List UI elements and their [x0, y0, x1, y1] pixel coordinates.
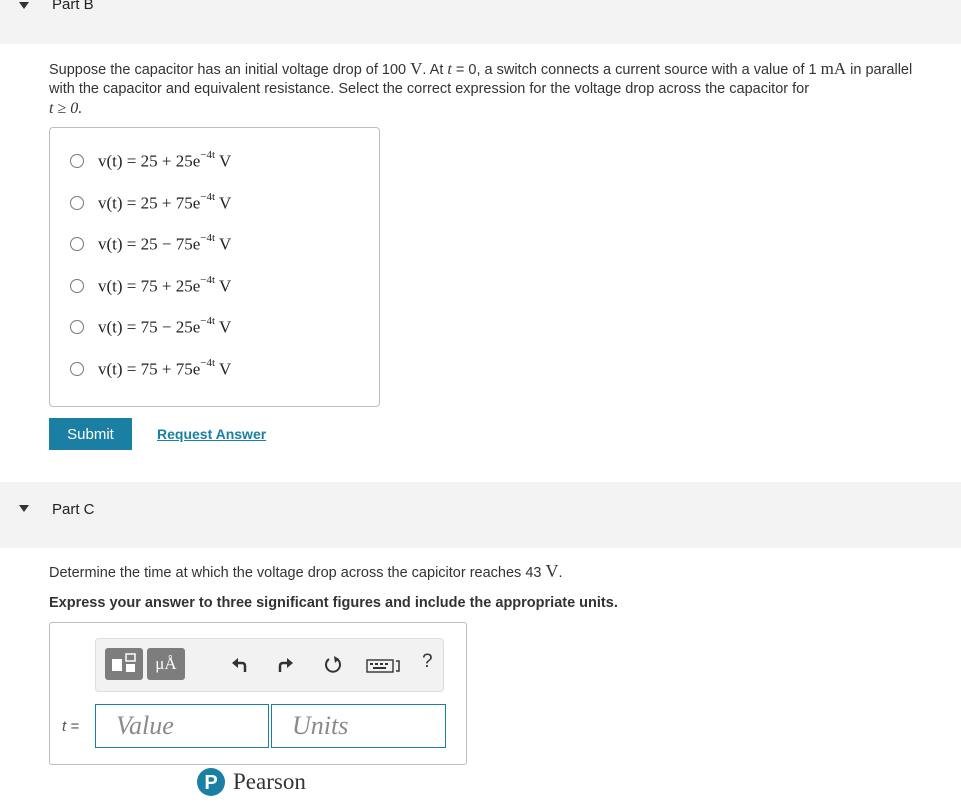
undo-icon[interactable] [231, 657, 249, 673]
part-b-question [49, 59, 939, 119]
question-text: Determine the time at which the voltage drop across the capicitor reaches 43 [49, 565, 546, 581]
question-text: = 0, a switch connects a current source with a value of 1 [451, 62, 821, 78]
collapse-triangle-icon[interactable] [19, 505, 29, 512]
choice-exponent: −4t [200, 356, 216, 369]
keyboard-icon[interactable] [366, 659, 402, 673]
request-answer-link[interactable]: Request Answer [157, 426, 267, 442]
radio-button[interactable] [70, 362, 84, 376]
choice-exponent: −4t [200, 231, 216, 244]
collapse-triangle-icon[interactable] [19, 2, 29, 9]
radio-button[interactable] [70, 154, 84, 168]
answer-box [49, 622, 467, 765]
radio-button[interactable] [70, 196, 84, 210]
choice-exponent: −4t [200, 314, 216, 327]
choice-exponent: −4t [200, 190, 216, 203]
unit-volts: V [545, 561, 559, 581]
radio-button[interactable] [70, 320, 84, 334]
choice-1[interactable] [70, 149, 231, 173]
part-c-header[interactable] [0, 482, 961, 548]
choice-exponent: −4t [200, 273, 216, 286]
choice-2[interactable] [70, 191, 231, 215]
choice-unit: V [215, 317, 232, 337]
choice-exponent: −4t [200, 148, 216, 161]
value-input[interactable] [95, 704, 269, 748]
templates-button[interactable] [105, 648, 143, 680]
pearson-logo [196, 767, 306, 797]
answer-variable-label: t = [62, 718, 80, 735]
math-toolbar [95, 638, 444, 692]
choice-expression: v(t) = 75 + 25e [98, 276, 201, 296]
pearson-brand-text: Pearson [233, 769, 306, 794]
choice-expression: v(t) = 25 + 75e [98, 193, 201, 213]
units-input[interactable] [271, 704, 446, 748]
choice-expression: v(t) = 25 − 75e [98, 234, 201, 254]
templates-icon [105, 648, 143, 680]
unit-milliamps: mA [820, 59, 847, 78]
part-c-instruction: Express your answer to three significant figures and include the appropriate units. [49, 595, 618, 611]
unit-volts: V [410, 59, 423, 78]
question-text: . At [422, 62, 448, 78]
question-text: Suppose the capacitor has an initial voltage drop of 100 [49, 62, 411, 78]
choice-unit: V [215, 359, 232, 379]
choice-expression: v(t) = 25 + 25e [98, 151, 201, 171]
part-b-header[interactable] [0, 0, 961, 44]
submit-button[interactable]: Submit [49, 418, 132, 450]
redo-icon[interactable] [276, 657, 294, 673]
choice-expression: v(t) = 75 − 25e [98, 317, 201, 337]
radio-button[interactable] [70, 279, 84, 293]
part-b-label: Part B [52, 0, 94, 13]
svg-text:P: P [204, 772, 218, 794]
time-variable: t [447, 61, 452, 78]
choice-unit: V [215, 193, 232, 213]
choice-unit: V [215, 151, 232, 171]
answer-choices [49, 127, 380, 407]
units-button-label: μÅ [155, 654, 177, 673]
choice-5[interactable] [70, 315, 231, 339]
choice-unit: V [215, 276, 232, 296]
pearson-logo-icon [196, 767, 226, 797]
radio-button[interactable] [70, 237, 84, 251]
choice-3[interactable] [70, 232, 231, 256]
help-icon[interactable]: ? [422, 651, 433, 672]
part-c-label: Part C [52, 501, 95, 518]
question-text: in parallel with the capacitor and equivalent resistance. Select the correct expression for the voltage drop across the capacitor for [49, 62, 913, 97]
question-text: . [558, 565, 563, 581]
units-button[interactable] [147, 648, 185, 680]
choice-6[interactable] [70, 357, 231, 381]
part-c-question [49, 562, 939, 583]
reset-icon[interactable] [323, 655, 343, 675]
choice-4[interactable] [70, 274, 231, 298]
choice-unit: V [215, 234, 232, 254]
choice-expression: v(t) = 75 + 75e [98, 359, 201, 379]
time-condition: t ≥ 0. [49, 100, 83, 117]
